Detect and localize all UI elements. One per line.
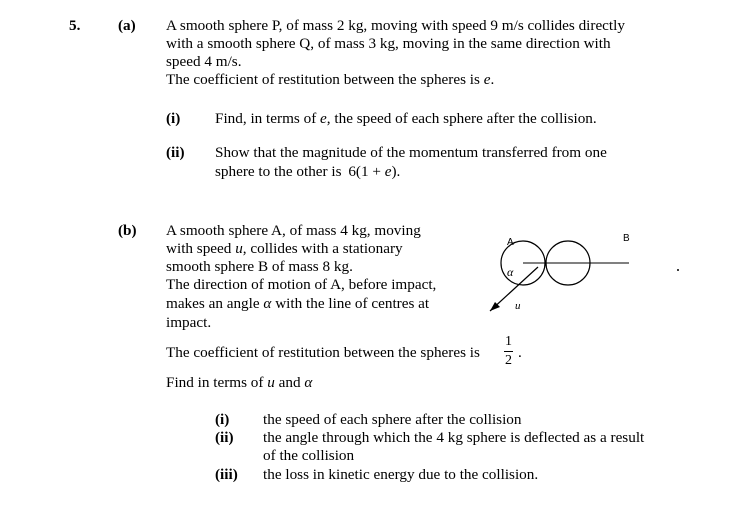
angle-alpha-label: α: [507, 265, 514, 279]
expr-var: e: [384, 163, 392, 180]
part-a-sub-i-pre: Find, in terms of: [215, 110, 317, 127]
part-a-sub-ii-expression: [348, 163, 400, 180]
collision-diagram: [482, 225, 682, 325]
part-b-restitution-end: .: [518, 344, 522, 361]
fraction-bar: [504, 351, 513, 352]
speed-u-label: u: [515, 300, 521, 312]
part-b-line-5: [166, 295, 429, 313]
part-a-restitution-end: .: [490, 71, 495, 88]
part-b-line-5-var: α: [263, 295, 272, 312]
part-b-line-1: A smooth sphere A, of mass 4 kg, moving: [166, 222, 421, 239]
part-b-sub-iii-text: the loss in kinetic energy due to the collision.: [263, 466, 539, 483]
fraction-numerator: 1: [505, 334, 512, 349]
part-a-sub-i-label: (i): [166, 110, 181, 127]
part-b-sub-ii-text-cont: of the collision: [263, 447, 355, 464]
find-pre: Find in terms of: [166, 374, 264, 391]
part-b-line-6: impact.: [166, 314, 212, 331]
part-b-sub-ii-text: the angle through which the 4 kg sphere is deflected as a result: [263, 429, 645, 446]
part-b-sub-iii-label: (iii): [215, 466, 238, 483]
part-a-restitution: [166, 71, 494, 89]
question-number: 5.: [69, 17, 81, 34]
find-and: and: [278, 374, 301, 391]
part-a-line-1: A smooth sphere P, of mass 2 kg, moving with speed 9 m/s collides directly: [166, 17, 625, 34]
part-a-sub-i-text: [215, 110, 597, 128]
sphere-b-label: B: [623, 233, 630, 244]
part-b-sub-i-text: the speed of each sphere after the collision: [263, 411, 522, 428]
part-a-line-2: with a smooth sphere Q, of mass 3 kg, moving in the same direction with: [166, 35, 611, 52]
part-a-restitution-var: e: [483, 71, 491, 88]
part-b-line-5-pre: makes an angle: [166, 295, 260, 312]
part-b-line-2-var: u: [235, 240, 243, 257]
stray-dot: [677, 269, 679, 271]
part-a-label: (a): [118, 17, 136, 34]
expr-post: ).: [391, 163, 401, 180]
sphere-a-label: A: [507, 237, 514, 248]
part-b-line-2: [166, 240, 403, 258]
find-alpha: α: [304, 374, 313, 391]
part-a-sub-i-var: e: [320, 110, 327, 127]
part-b-label: (b): [118, 222, 137, 239]
fraction-denominator: 2: [505, 353, 512, 368]
expr-pre: 6(1 +: [348, 163, 385, 180]
part-b-find-line: [166, 374, 312, 392]
part-a-sub-ii-line-1: Show that the magnitude of the momentum transferred from one: [215, 144, 607, 161]
part-a-sub-ii-pre: sphere to the other is: [215, 163, 342, 180]
part-a-sub-ii-line-2: [215, 163, 400, 181]
part-b-line-4: The direction of motion of A, before impact,: [166, 276, 437, 293]
part-a-line-3: speed 4 m/s.: [166, 53, 242, 70]
part-b-line-5-post: with the line of centres at: [275, 295, 430, 312]
part-a-sub-i-post: , the speed of each sphere after the collision.: [326, 110, 597, 127]
part-b-sub-i-label: (i): [215, 411, 230, 428]
part-a-sub-ii-label: (ii): [166, 144, 185, 161]
part-b-line-2-post: , collides with a stationary: [242, 240, 403, 257]
find-u: u: [267, 374, 275, 391]
part-b-line-2-pre: with speed: [166, 240, 232, 257]
part-a-restitution-text: The coefficient of restitution between the spheres is: [166, 71, 480, 88]
part-b-restitution: The coefficient of restitution between the spheres is: [166, 344, 480, 361]
part-b-line-3: smooth sphere B of mass 8 kg.: [166, 258, 353, 275]
part-b-sub-ii-label: (ii): [215, 429, 234, 446]
restitution-fraction: [504, 335, 513, 368]
